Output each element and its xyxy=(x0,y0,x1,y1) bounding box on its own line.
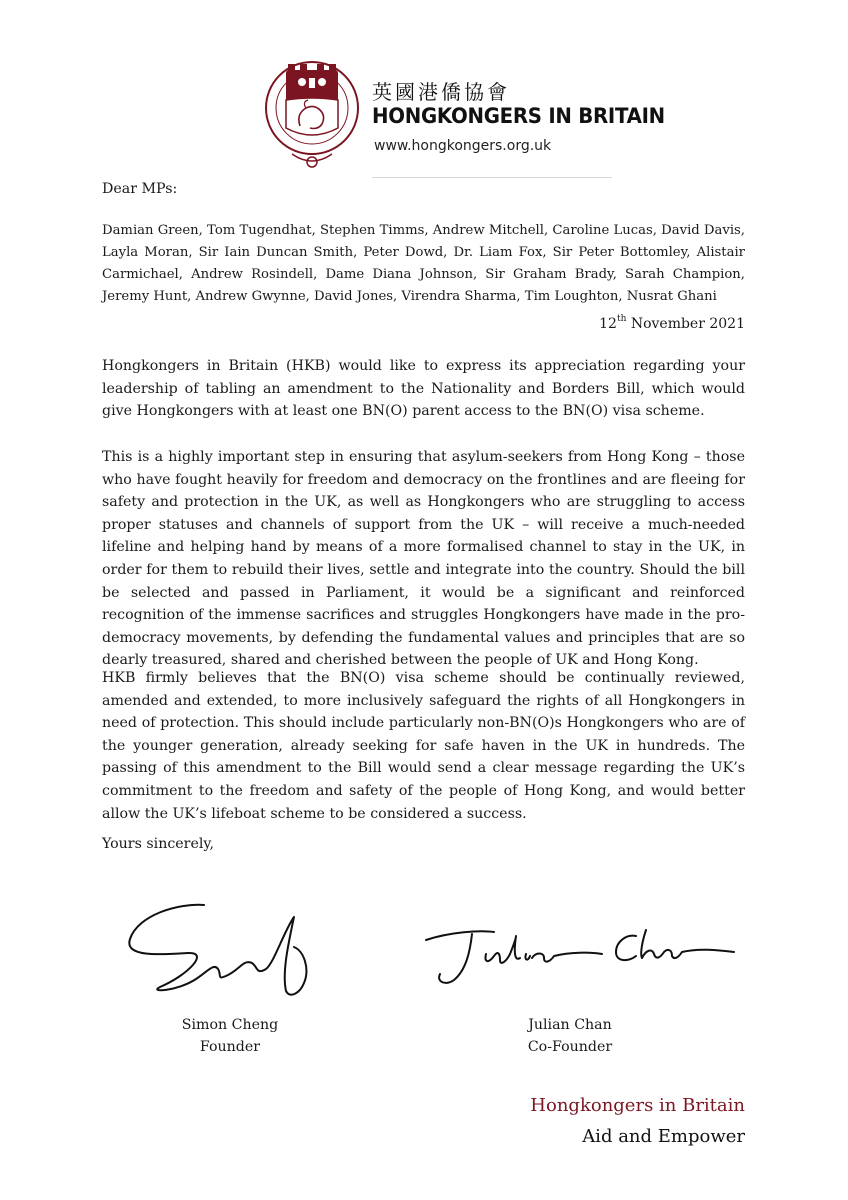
body-paragraph: HKB firmly believes that the BN(O) visa scheme should be continually reviewed, amended and extended, to more inclusively safeguard the rights of all Hongkongers in need of protection. This should include particularly non-BN(O)s Hongkongers who are of the younger generation, already seeking for safe haven in the UK in hundreds. The passing of this amendment to the Bill would send a clear message regarding the UK’s commitment to the freedom and safety of the people of Hong Kong, and would better allow the UK’s lifeboat scheme to be considered a success. xyxy=(102,670,745,822)
julian-chan-signature xyxy=(420,918,740,990)
body-paragraph: Hongkongers in Britain (HKB) would like to express its appreciation regarding your leadership of tabling an amendment to the Nationality and Borders Bill, which would give Hongkongers with at least one BN(O) parent access to the BN(O) visa scheme. xyxy=(102,358,745,420)
org-website-link[interactable]: www.hongkongers.org.uk xyxy=(374,138,552,154)
signatory-simon-cheng xyxy=(160,1014,300,1058)
closing: Yours sincerely, xyxy=(102,836,215,852)
org-name-english: HONGKONGERS IN BRITAIN xyxy=(372,104,665,128)
hkb-seal-logo xyxy=(262,56,362,176)
footer-tagline: Aid and Empower xyxy=(582,1126,745,1147)
body-paragraph: This is a highly important step in ensuring that asylum-seekers from Hong Kong – those who have fought heavily for freedom and democracy on the frontlines and are fleeing for safety and protection in the UK, as well as Hongkongers who are struggling to access proper statuses and channels of support from the UK – will receive a much-needed lifeline and helping hand by means of a more formalised channel to stay in the UK, in order for them to rebuild their lives, settle and integrate into the country. Should the bill be selected and passed in Parliament, it would be a significant and reinforced recognition of the immense sacrifices and struggles Hongkongers have made in the pro-democracy movements, by defending the fundamental values and principles that are so dearly treasured, shared and cherished between the people of UK and Hong Kong. xyxy=(102,449,745,669)
recipient-list: Damian Green, Tom Tugendhat, Stephen Timms, Andrew Mitchell, Caroline Lucas, David Davis, Layla Moran, Sir Iain Duncan Smith, Peter Dowd, Dr. Liam Fox, Sir Peter Bottomley, Alistair Carmichael, Andrew Rosindell, Dame Diana Johnson, Sir Graham Brady, Sarah Champion, Jeremy Hunt, Andrew Gwynne, David Jones, Virendra Sharma, Tim Loughton, Nusrat Ghani xyxy=(102,223,745,304)
letter-date xyxy=(599,316,745,332)
date-suffix: th xyxy=(616,314,627,325)
signatory-name: Julian Chan xyxy=(528,1017,612,1033)
org-name-chinese: 英國港僑協會 xyxy=(372,80,510,104)
date-day: 12 xyxy=(599,316,617,332)
simon-cheng-signature xyxy=(118,895,348,1005)
signatory-name: Simon Cheng xyxy=(181,1017,279,1033)
signatory-role: Co-Founder xyxy=(527,1039,613,1055)
date-month-year: November 2021 xyxy=(626,316,745,332)
signatory-julian-chan xyxy=(500,1014,640,1058)
salutation: Dear MPs: xyxy=(102,181,178,197)
footer-org-name: Hongkongers in Britain xyxy=(530,1095,745,1116)
signatory-role: Founder xyxy=(199,1039,261,1055)
